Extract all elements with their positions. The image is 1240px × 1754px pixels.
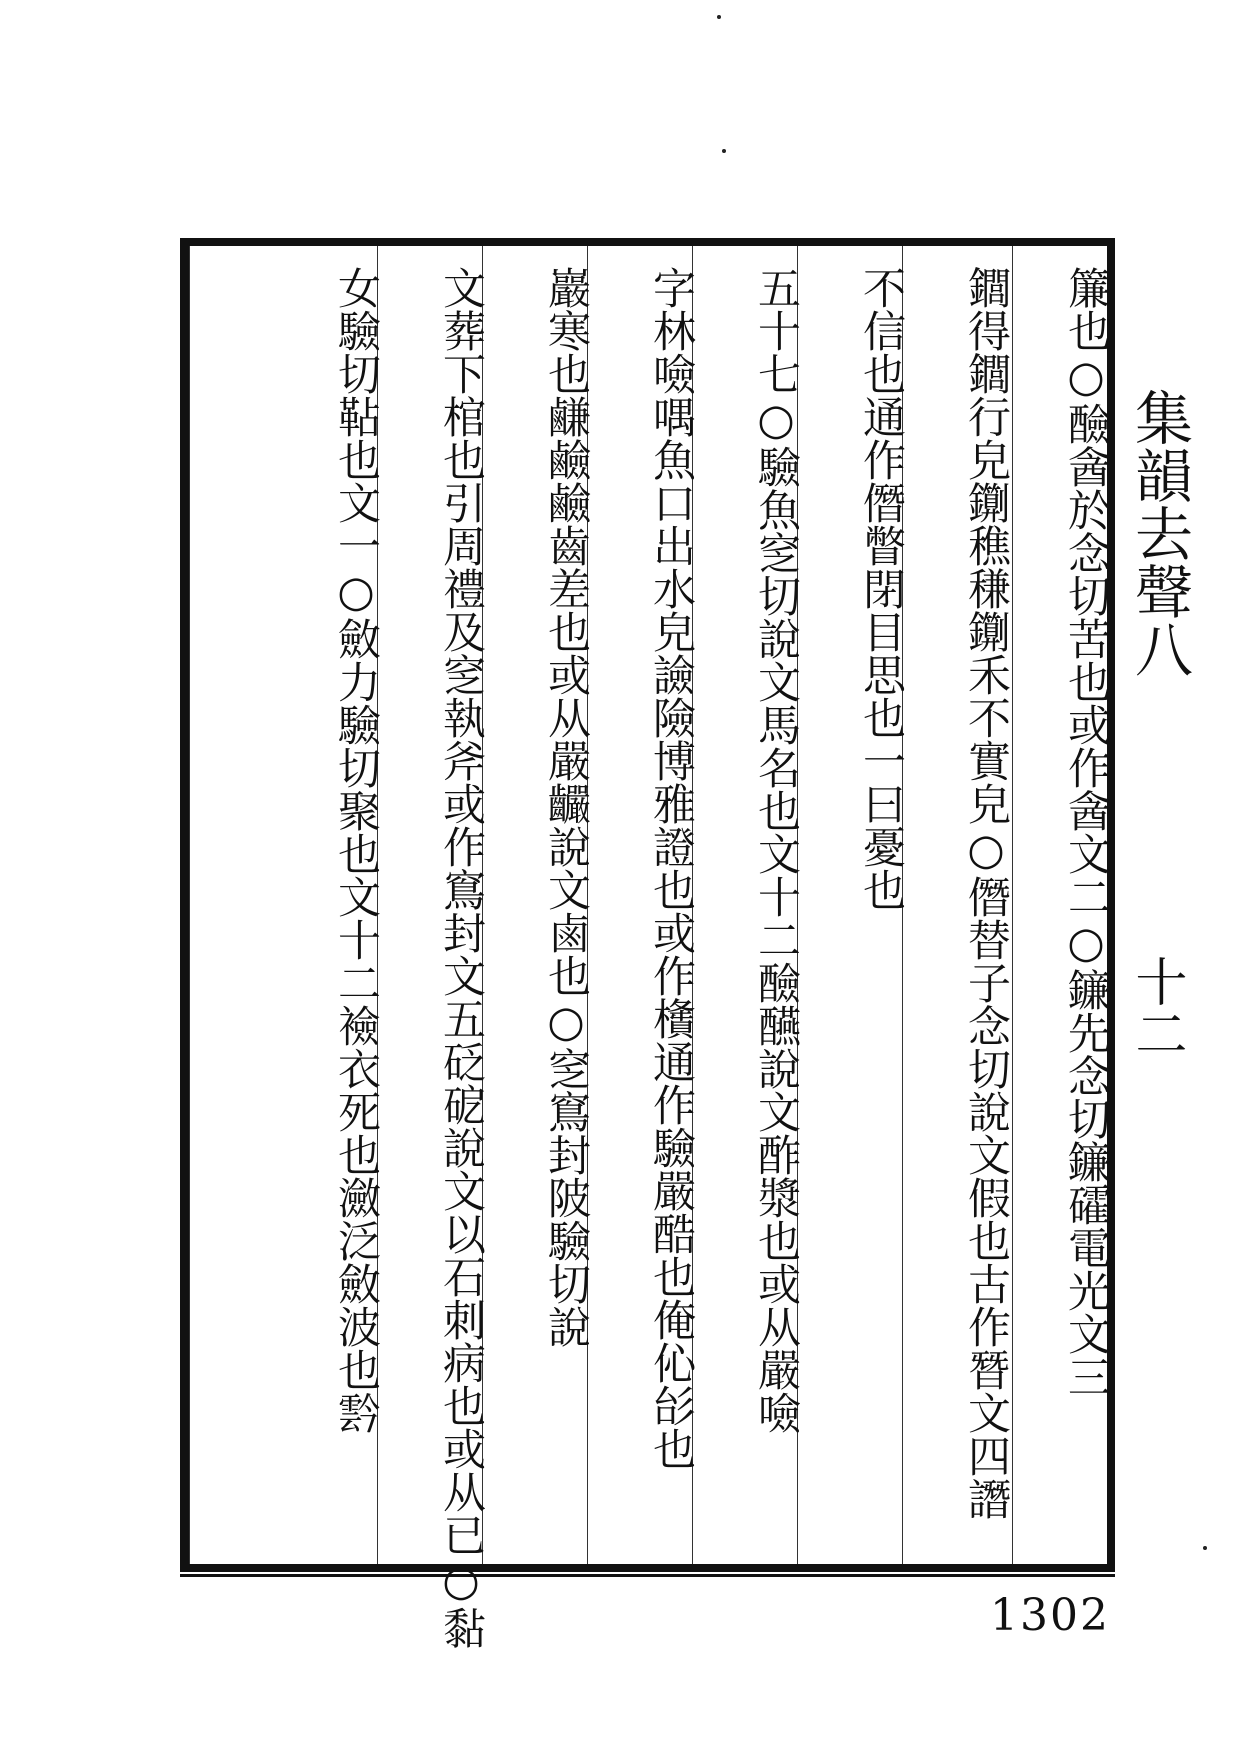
speck — [1203, 1546, 1207, 1550]
column-1-text: 簾也○醶酓於念切苦也或作酓文二○䥥先念切䥥礭電光文三 — [1061, 266, 1111, 1398]
column-9-text: 女驗切䩞也文一○斂力驗切聚也文十二襝衣死也瀲泛斂波也霒 — [331, 266, 381, 1434]
column-8 — [377, 246, 486, 1649]
frame-bottom-rule — [180, 1574, 1115, 1577]
column-7-text: 巖寒也鹻鹼鹼齒差也或从嚴䶫說文鹵也○窆窵封陂驗切說 — [541, 266, 591, 1348]
speck — [717, 15, 721, 19]
column-5-text: 五十七○驗魚窆切說文馬名也文十二醶醼說文酢漿也或从嚴噞 — [751, 266, 801, 1434]
column-1 — [1012, 246, 1111, 1564]
margin-book-title: 集韻去聲八 — [1125, 388, 1193, 678]
column-7 — [482, 246, 591, 1564]
column-3-text: 䥨得䥨行皃䥷穛稴䥷禾不實皃○僭替子念切說文假也古作朁文四譖 — [961, 266, 1011, 1520]
column-4 — [797, 246, 906, 1564]
column-9 — [189, 246, 381, 1564]
speck — [722, 149, 726, 153]
column-6 — [587, 246, 696, 1564]
column-5 — [692, 246, 801, 1564]
margin-leaf-number: 十二 — [1126, 955, 1186, 1059]
column-6-text: 字林噞喁魚口出水皃譣險博雅證也或作㯯通作驗嚴酷也俺伈㣍也 — [646, 266, 696, 1470]
column-4-text: 不信也通作僭瞥閉目思也一曰憂也 — [856, 266, 906, 911]
column-3 — [902, 246, 1011, 1564]
page-number: 1302 — [990, 1590, 1110, 1641]
column-8-text: 文葬下棺也引周禮及窆執斧或作窵封文五砭砨說文以石刺病也或从已○黏 — [436, 266, 486, 1649]
